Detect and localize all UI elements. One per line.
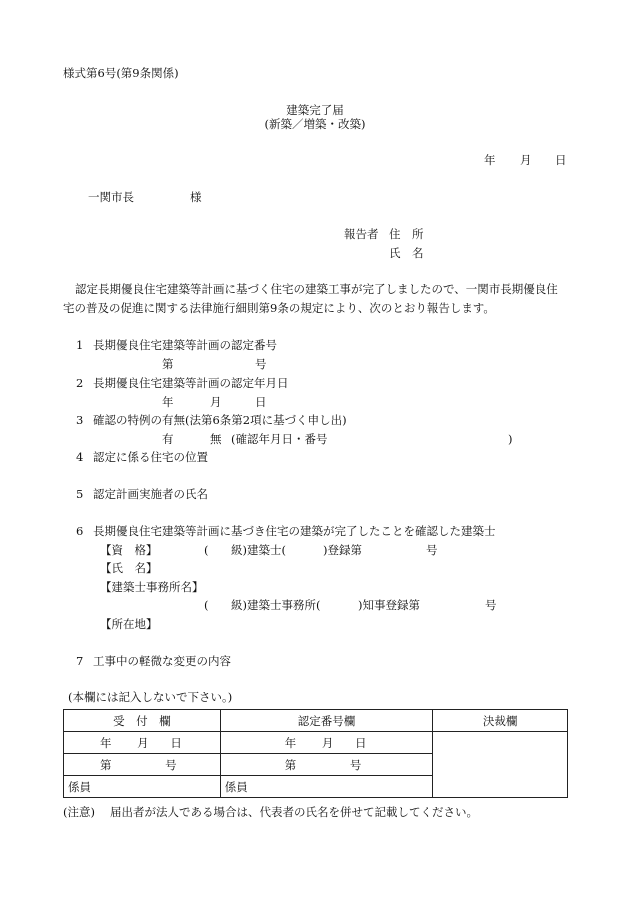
cert-staff-cell: 係員 <box>220 776 433 798</box>
cert-number-suffix: 号 <box>255 357 267 371</box>
confirmation-paren-close: ) <box>508 432 513 446</box>
qualification-label: 【資 格】 <box>100 543 158 557</box>
item-text: 認定に係る住宅の位置 <box>93 450 208 464</box>
table-number-suffix: 号 <box>349 757 362 772</box>
office-paren: ( <box>204 598 209 612</box>
item-number: 7 <box>76 654 84 668</box>
item-number: 1 <box>76 338 84 352</box>
office-number-suffix: 号 <box>485 598 497 612</box>
table-number-prefix: 第 <box>284 757 297 772</box>
table-year: 年 <box>284 735 297 750</box>
item-text: 長期優良住宅建築等計画の認定番号 <box>93 338 277 352</box>
approval-cell <box>433 732 568 798</box>
footnote-label: (注意) <box>63 805 95 819</box>
architect-name-label: 【氏 名】 <box>100 561 158 575</box>
office-name-label: 【建築士事務所名】 <box>100 580 204 594</box>
table-number-suffix: 号 <box>165 757 177 772</box>
reporter-name: 氏 名 <box>389 246 424 260</box>
item-number: 6 <box>76 524 84 538</box>
addressee-name: 一関市長 <box>88 190 134 204</box>
cert-year: 年 <box>162 395 174 409</box>
table-number-prefix: 第 <box>100 757 112 772</box>
date-month: 月 <box>520 153 532 167</box>
footnote-text: 届出者が法人である場合は、代表者の氏名を併せて記載してください。 <box>110 805 478 819</box>
cert-day: 日 <box>255 395 267 409</box>
addressee-honorific: 様 <box>190 190 202 204</box>
confirmation-paren-open: (確認年月日・番号 <box>231 432 328 446</box>
table-month: 月 <box>321 735 334 750</box>
office-class: 級)建築士事務所( <box>231 598 321 612</box>
table-day: 日 <box>170 735 182 750</box>
cert-number-column-header: 認定番号欄 <box>220 710 433 732</box>
item-text: 認定計画実施者の氏名 <box>93 487 208 501</box>
approval-column-header: 決裁欄 <box>433 710 568 732</box>
cert-number-prefix: 第 <box>162 357 174 371</box>
option-yes: 有 <box>162 432 174 446</box>
qualification-registration: )登録第 <box>323 543 362 557</box>
cert-date-cell <box>220 732 433 754</box>
option-no: 無 <box>210 432 222 446</box>
table-row <box>64 732 568 754</box>
body-line-1: 認定長期優良住宅建築等計画に基づく住宅の建築工事が完了しましたので、一関市長期優良住 <box>75 282 558 296</box>
item-text: 確認の特例の有無(法第6条第2項に基づく申し出) <box>93 413 347 427</box>
qualification-number-suffix: 号 <box>426 543 438 557</box>
reception-number-cell <box>64 754 221 776</box>
office-use-table <box>63 709 568 798</box>
table-day: 日 <box>355 735 367 750</box>
item-number: 4 <box>76 450 84 464</box>
office-location-label: 【所在地】 <box>100 617 158 631</box>
table-header-row <box>64 710 568 732</box>
item-number: 2 <box>76 376 84 390</box>
document-title: 建築完了届 <box>286 103 344 117</box>
item-text: 長期優良住宅建築等計画に基づき住宅の建築が完了したことを確認した建築士 <box>93 524 496 538</box>
reception-column-header: 受 付 欄 <box>64 710 221 732</box>
table-year: 年 <box>100 735 112 750</box>
item-text: 長期優良住宅建築等計画の認定年月日 <box>93 376 289 390</box>
form-number: 様式第6号(第9条関係) <box>63 66 179 80</box>
date-day: 日 <box>555 153 567 167</box>
reporter-label: 報告者 <box>344 227 379 241</box>
item-number: 5 <box>76 487 84 501</box>
table-month: 月 <box>137 735 149 750</box>
cert-month: 月 <box>210 395 222 409</box>
document-subtitle: (新築／増築・改築) <box>264 117 366 131</box>
qualification-paren: ( <box>204 543 209 557</box>
reception-staff-cell: 係員 <box>64 776 221 798</box>
office-use-note: (本欄には記入しないで下さい。) <box>68 690 233 704</box>
item-number: 3 <box>76 413 84 427</box>
item-text: 工事中の軽微な変更の内容 <box>93 654 231 668</box>
cert-number-cell <box>220 754 433 776</box>
reporter-address: 住 所 <box>389 227 424 241</box>
reception-date-cell <box>64 732 221 754</box>
office-registration: )知事登録第 <box>358 598 420 612</box>
body-line-2: 宅の普及の促進に関する法律施行細則第9条の規定により、次のとおり報告します。 <box>63 301 495 315</box>
date-year: 年 <box>484 153 496 167</box>
qualification-class: 級)建築士( <box>231 543 286 557</box>
